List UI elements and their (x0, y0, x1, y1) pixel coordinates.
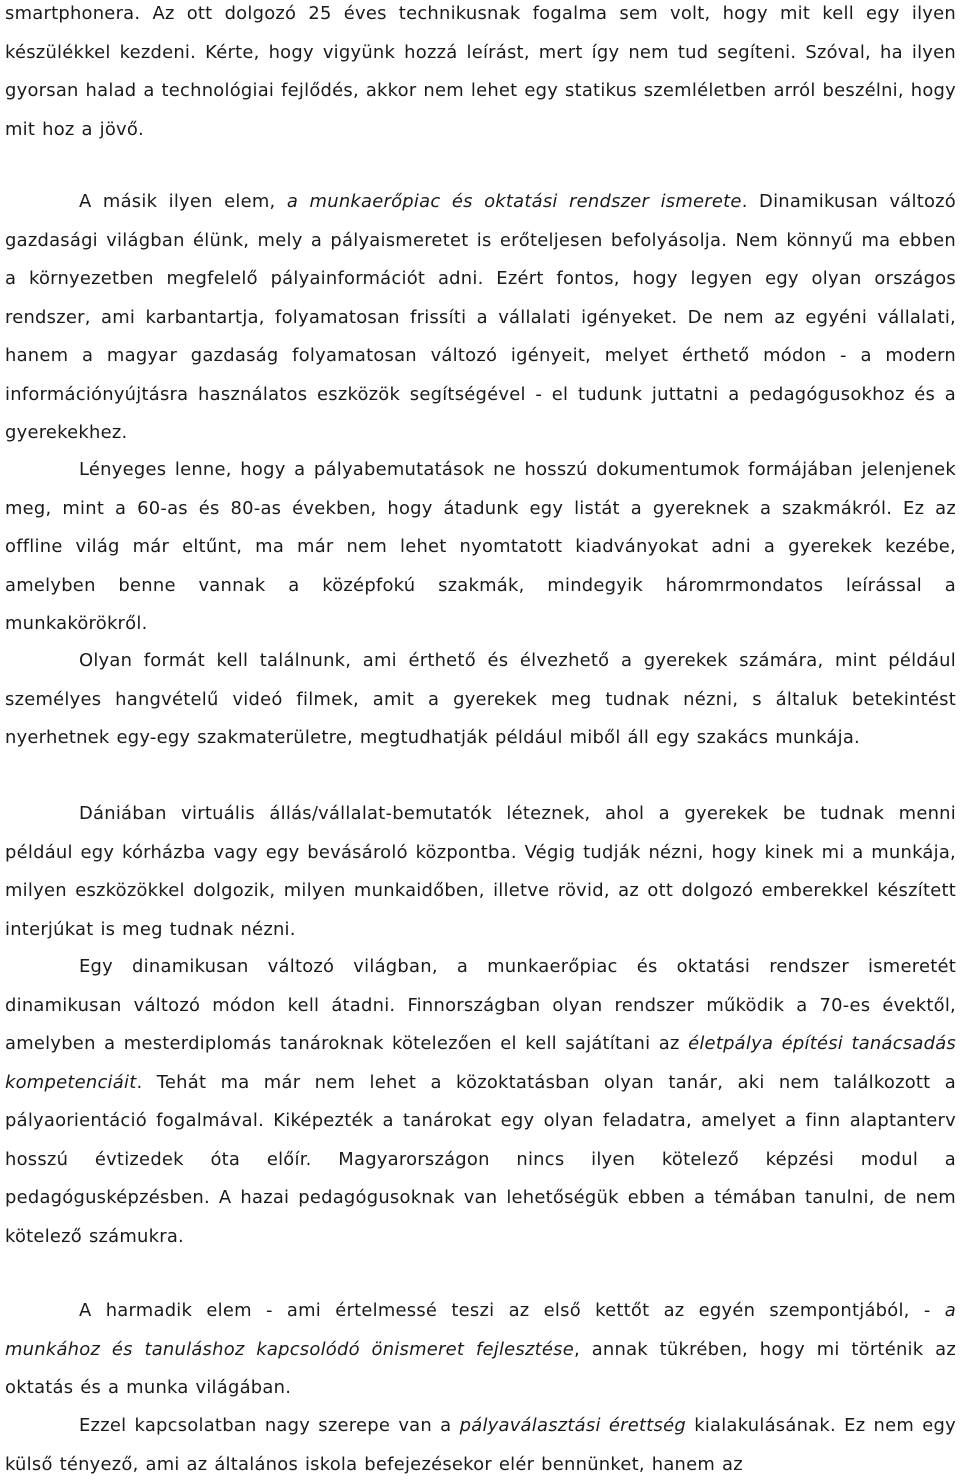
text-run: Egy dinamikusan változó világban, a munkaerőpiac és oktatási rendszer ismeretét dinamikusan változó módon kell átadni. Finnországban olyan rendszer működik a 70-es évektől, amelyben a mesterdiplomás tanároknak kötelezően el kell sajátítani az (5, 956, 956, 1054)
text-run: kialakulásának. Ez nem egy külső tényező, ami az általános iskola befejezésekor elér bennünket, hanem az (5, 1415, 956, 1475)
text-run: . Dinamikusan változó gazdasági világban élünk, mely a pályaismeretet is erőteljesen befolyásolja. Nem könnyű ma ebben a környezetben megfelelő pályainformációt adni. Ezért fontos, hogy legyen egy olyan országos rendszer, ami karbantartja, folyamatosan frissíti a vállalati igényeket. De nem az egyéni vállalati, hanem a magyar gazdaság folyamatosan változó igényeit, melyet érthető módon - a modern információnyújtásra használatos eszközök segítségével - el tudunk juttatni a pedagógusokhoz és a gyerekekhez. (5, 191, 956, 443)
paragraph-career-presentations (5, 451, 956, 644)
paragraph-denmark-virtual-tours (5, 795, 956, 949)
text-run: A harmadik elem - ami értelmessé teszi az első kettőt az egyén szempontjából, - (79, 1300, 945, 1321)
italic-emphasis: pályaválasztási érettség (459, 1415, 686, 1436)
paragraph-labor-market-education (5, 183, 956, 453)
paragraph-self-knowledge (5, 1292, 956, 1408)
paragraph-video-format (5, 642, 956, 758)
paragraph-career-maturity (5, 1407, 956, 1484)
text-run: , annak tükrében, hogy mi történik az oktatás és a munka világában. (5, 1338, 956, 1398)
text-run: Ezzel kapcsolatban nagy szerepe van a (79, 1415, 460, 1436)
text-run: smartphonera. Az ott dolgozó 25 éves technikusnak fogalma sem volt, hogy mit kell egy ilyen készülékkel kezdeni. Kérte, hogy vigyünk hozzá leírást, mert így nem tud segíteni. Szóval, ha ilyen gyorsan halad a technológiai fejlődés, akkor nem lehet egy statikus szemléletben arról beszélni, hogy mit hoz a jövő. (5, 3, 956, 140)
italic-emphasis: a munkához és tanuláshoz kapcsolódó önismeret fejlesztése (5, 1300, 956, 1360)
paragraph-finland-teacher-training (5, 948, 956, 1256)
text-run: Lényeges lenne, hogy a pályabemutatások ne hosszú dokumentumok formájában jelenjenek meg, mint a 60-as és 80-as években, hogy átadunk egy listát a gyereknek a szakmákról. Ez az offline világ már eltűnt, ma már nem lehet nyomtatott kiadványokat adni a gyerekek kezébe, amelyben benne vannak a középfokú szakmák, mindegyik háromrmondatos leírással a munkakörökről. (5, 459, 956, 634)
text-run: Dániában virtuális állás/vállalat-bemutatók léteznek, ahol a gyerekek be tudnak menni például egy kórházba vagy egy bevásároló központba. Végig tudják nézni, hogy kinek mi a munkája, milyen eszközökkel dolgozik, milyen munkaidőben, illetve rövid, az ott dolgozó emberekkel készített interjúkat is meg tudnak nézni. (5, 803, 956, 940)
text-run: . Tehát ma már nem lehet a közoktatásban olyan tanár, aki nem találkozott a pályaorientáció fogalmával. Kiképezték a tanárokat egy olyan feladatra, amelyet a finn alaptanterv hosszú évtizedek óta előír. Magyarországon nincs ilyen kötelező képzési modul a pedagógusképzésben. A hazai pedagógusoknak van lehetőségük ebben a témában tanulni, de nem kötelező számukra. (5, 1071, 956, 1247)
paragraph-smartphone-technology (5, 0, 956, 149)
text-run: A másik ilyen elem, (79, 191, 287, 212)
italic-emphasis: életpálya építési tanácsadás kompetenciáit (5, 1033, 956, 1093)
text-run: Olyan formát kell találnunk, ami érthető és élvezhető a gyerekek számára, mint például személyes hangvételű videó filmek, amit a gyerekek meg tudnak nézni, s általuk betekintést nyerhetnek egy-egy szakmaterületre, megtudhatják például miből áll egy szakács munkája. (5, 650, 956, 748)
italic-emphasis: a munkaerőpiac és oktatási rendszer ismerete (286, 191, 742, 212)
